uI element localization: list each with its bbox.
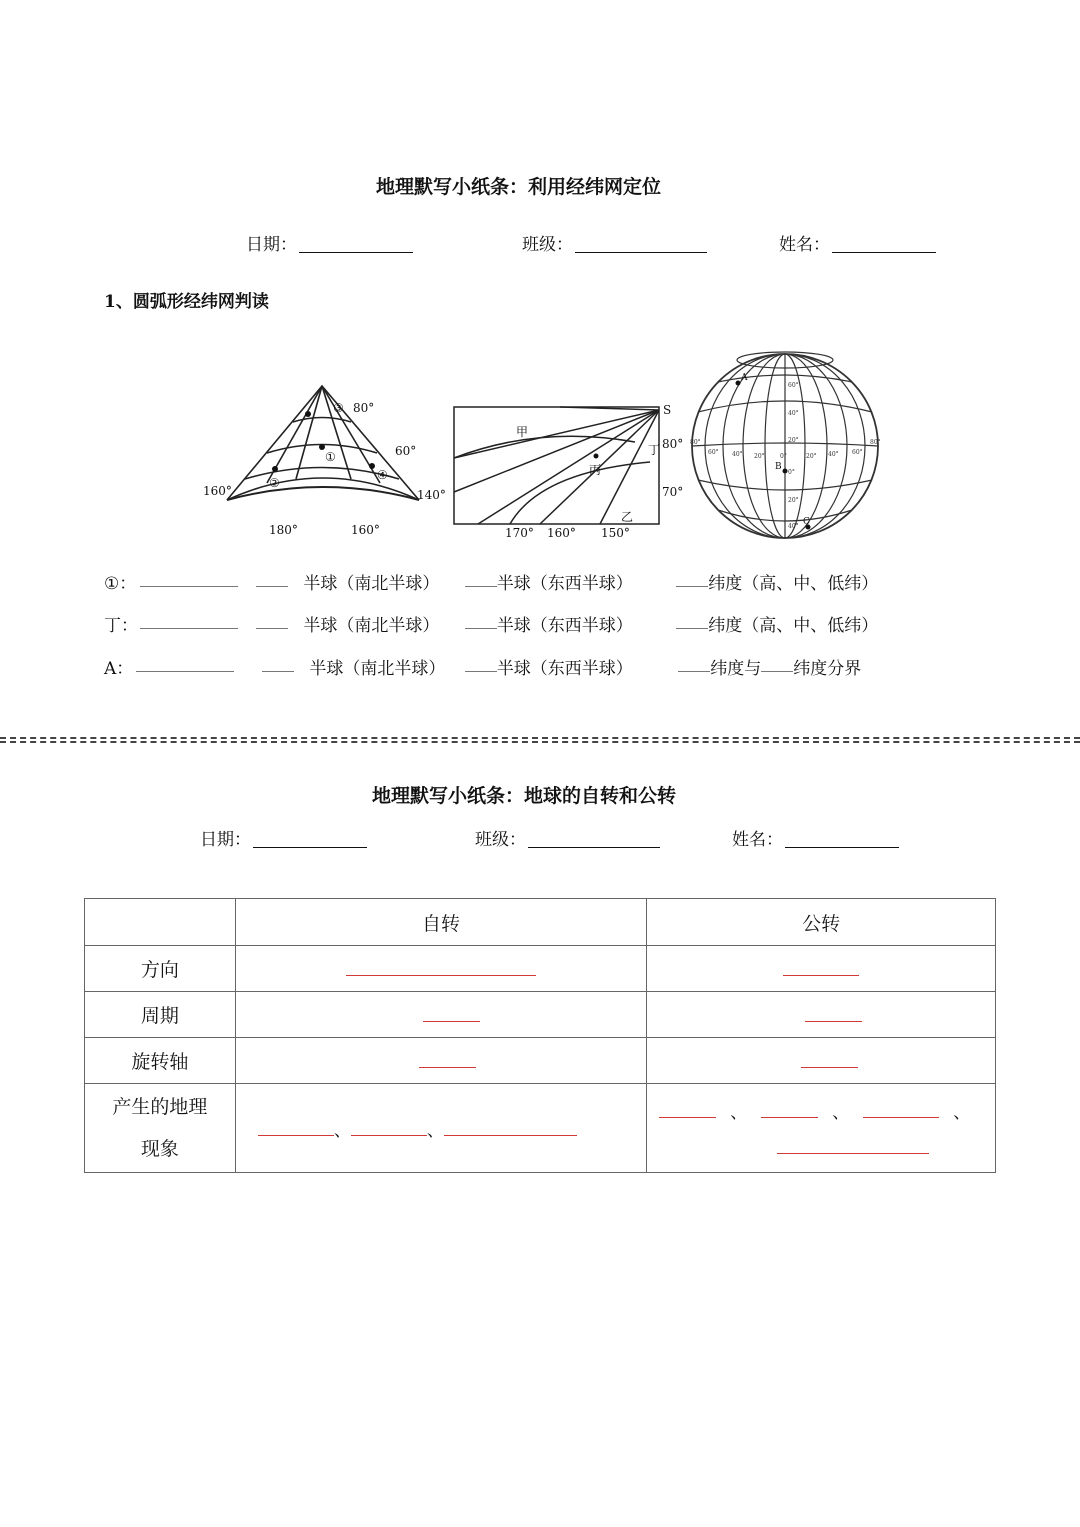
cut-line (0, 737, 1080, 739)
separator: 、 (333, 1120, 351, 1141)
answer-row-1 (104, 569, 878, 594)
revolution-period-cell[interactable] (647, 992, 996, 1038)
row-text: 半球（东西半球） (496, 616, 633, 636)
blank[interactable] (262, 671, 294, 672)
blank-coord[interactable] (136, 671, 234, 672)
rect-graticule-figure (450, 400, 690, 545)
table-row (85, 1084, 996, 1173)
rotation-axis-cell[interactable] (235, 1038, 646, 1084)
globe-lon-label: 40° (732, 451, 743, 458)
row-label: A： (104, 659, 134, 679)
table-row (85, 1038, 996, 1084)
fig1-point-1: ① (325, 450, 336, 464)
separator: 、 (730, 1102, 748, 1123)
date-label: 日期： (200, 830, 251, 850)
separator: 、 (832, 1102, 850, 1123)
row-text: 纬度（高、中、低纬） (708, 574, 879, 594)
row-text: 半球（东西半球） (496, 574, 633, 594)
globe-lon-label: 80° (690, 439, 701, 446)
date-blank[interactable] (299, 252, 413, 253)
blank-coord[interactable] (140, 628, 238, 629)
globe-point-a: A (741, 373, 748, 383)
answer-blank[interactable] (419, 1067, 476, 1068)
sheet1-date-field[interactable] (246, 230, 413, 255)
sheet1-title: 地理默写小纸条：利用经纬网定位 (376, 176, 662, 198)
row-text: 纬度（高、中、低纬） (708, 616, 879, 636)
blank[interactable] (256, 586, 288, 587)
answer-blank[interactable] (777, 1153, 929, 1154)
blank[interactable] (256, 628, 288, 629)
fig2-point-yi: 乙 (621, 510, 634, 524)
row-label-phenomena (85, 1084, 236, 1173)
row-label-direction: 方向 (85, 946, 236, 992)
row-label-period: 周期 (85, 992, 236, 1038)
globe-figure (688, 350, 883, 540)
sheet1-name-field[interactable] (779, 230, 936, 255)
revolution-phenomena-cell[interactable] (647, 1084, 996, 1173)
revolution-axis-cell[interactable] (647, 1038, 996, 1084)
row-text: 半球（东西半球） (496, 659, 633, 679)
globe-point-b: B (775, 462, 782, 472)
class-blank[interactable] (528, 847, 660, 848)
date-blank[interactable] (253, 847, 367, 848)
phenomena-label: 产生的地理现象 (112, 1096, 208, 1160)
blank[interactable] (676, 586, 708, 587)
class-label: 班级： (522, 235, 573, 255)
answer-blank[interactable] (258, 1135, 334, 1136)
rotation-revolution-table (84, 898, 996, 1173)
header-cell-empty (85, 899, 236, 946)
table-row (85, 992, 996, 1038)
answer-blank[interactable] (346, 975, 536, 976)
fig1-lon-160e: 160° (351, 523, 380, 537)
answer-blank[interactable] (805, 1021, 862, 1022)
sheet2-name-field[interactable] (732, 825, 899, 850)
globe-lat-label: 40° (788, 410, 799, 417)
name-blank[interactable] (785, 847, 899, 848)
globe-lat-label: 40° (788, 523, 799, 530)
blank[interactable] (678, 671, 710, 672)
answer-row-2 (104, 611, 878, 636)
class-blank[interactable] (575, 252, 707, 253)
answer-blank[interactable] (863, 1117, 939, 1118)
header-cell-revolution: 公转 (647, 899, 996, 946)
globe-point-c: C (803, 517, 810, 527)
fig2-point-ding: 丁 (648, 443, 661, 457)
fig2-lon-150: 150° (601, 526, 630, 540)
answer-blank[interactable] (801, 1067, 858, 1068)
blank[interactable] (465, 628, 497, 629)
sheet2-date-field[interactable] (200, 825, 367, 850)
row-text: 纬度分界 (793, 659, 862, 679)
row-text: 半球（南北半球） (303, 616, 440, 636)
fig2-lon-160: 160° (547, 526, 576, 540)
separator: 、 (953, 1102, 971, 1123)
blank[interactable] (465, 586, 497, 587)
globe-lat-label: 20° (788, 497, 799, 504)
fig1-lon-180: 180° (269, 523, 298, 537)
fig2-lon-170: 170° (505, 526, 534, 540)
row-text: 半球（南北半球） (303, 574, 440, 594)
polar-fan-figure (195, 378, 450, 543)
fig2-pole: S (663, 403, 672, 417)
fig1-lat-60: 60° (395, 444, 417, 458)
separator: 、 (426, 1120, 444, 1141)
rotation-phenomena-cell[interactable] (235, 1084, 646, 1173)
fig1-point-3: ③ (333, 401, 344, 415)
globe-lon-label: 40° (828, 451, 839, 458)
name-blank[interactable] (832, 252, 936, 253)
name-label: 姓名： (779, 235, 830, 255)
answer-row-3 (104, 654, 861, 679)
answer-blank[interactable] (659, 1117, 716, 1118)
globe-lon-label: 0° (780, 453, 787, 460)
table-header-row (85, 899, 996, 946)
blank[interactable] (676, 628, 708, 629)
fig2-lat-80: 80° (662, 437, 684, 451)
class-label: 班级： (475, 830, 526, 850)
globe-lon-label: 60° (852, 449, 863, 456)
name-label: 姓名： (732, 830, 783, 850)
revolution-direction-cell[interactable] (647, 946, 996, 992)
globe-lon-label: 60° (708, 449, 719, 456)
blank[interactable] (465, 671, 497, 672)
fig2-point-jia: 甲 (516, 425, 529, 439)
answer-blank[interactable] (423, 1021, 480, 1022)
answer-blank[interactable] (444, 1135, 577, 1136)
rotation-period-cell[interactable] (235, 992, 646, 1038)
row-label: 丁： (104, 616, 138, 636)
row-text: 半球（南北半球） (309, 659, 446, 679)
header-cell-rotation: 自转 (235, 899, 646, 946)
fig2-point-bing: 丙 (589, 463, 602, 477)
sheet1-class-field[interactable] (522, 230, 707, 255)
fig1-lon-160w: 160° (203, 484, 232, 498)
fig1-lat-80: 80° (353, 401, 375, 415)
row-label-axis: 旋转轴 (85, 1038, 236, 1084)
globe-lat-label: 60° (788, 382, 799, 389)
answer-blank[interactable] (761, 1117, 818, 1118)
blank[interactable] (761, 671, 793, 672)
fig1-point-4: ④ (377, 468, 388, 482)
globe-lat-label: 20° (788, 437, 799, 444)
sheet2-title: 地理默写小纸条：地球的自转和公转 (372, 785, 677, 807)
row-label: ①： (104, 574, 137, 594)
table-row (85, 946, 996, 992)
date-label: 日期： (246, 235, 297, 255)
question-heading: 1、圆弧形经纬网判读 (104, 292, 269, 312)
answer-blank[interactable] (351, 1135, 427, 1136)
blank-coord[interactable] (140, 586, 238, 587)
fig2-lat-70: 70° (662, 485, 684, 499)
fig1-lon-140: 140° (417, 488, 446, 502)
globe-lon-label: 20° (806, 453, 817, 460)
globe-lat-label: 0° (788, 469, 795, 476)
cut-line (0, 741, 1080, 743)
row-text: 纬度与 (710, 659, 762, 679)
sheet2-class-field[interactable] (475, 825, 660, 850)
globe-lon-label: 20° (754, 453, 765, 460)
fig1-point-2: ② (269, 476, 280, 490)
globe-lon-label: 80° (870, 439, 881, 446)
rotation-direction-cell[interactable] (235, 946, 646, 992)
answer-blank[interactable] (783, 975, 859, 976)
